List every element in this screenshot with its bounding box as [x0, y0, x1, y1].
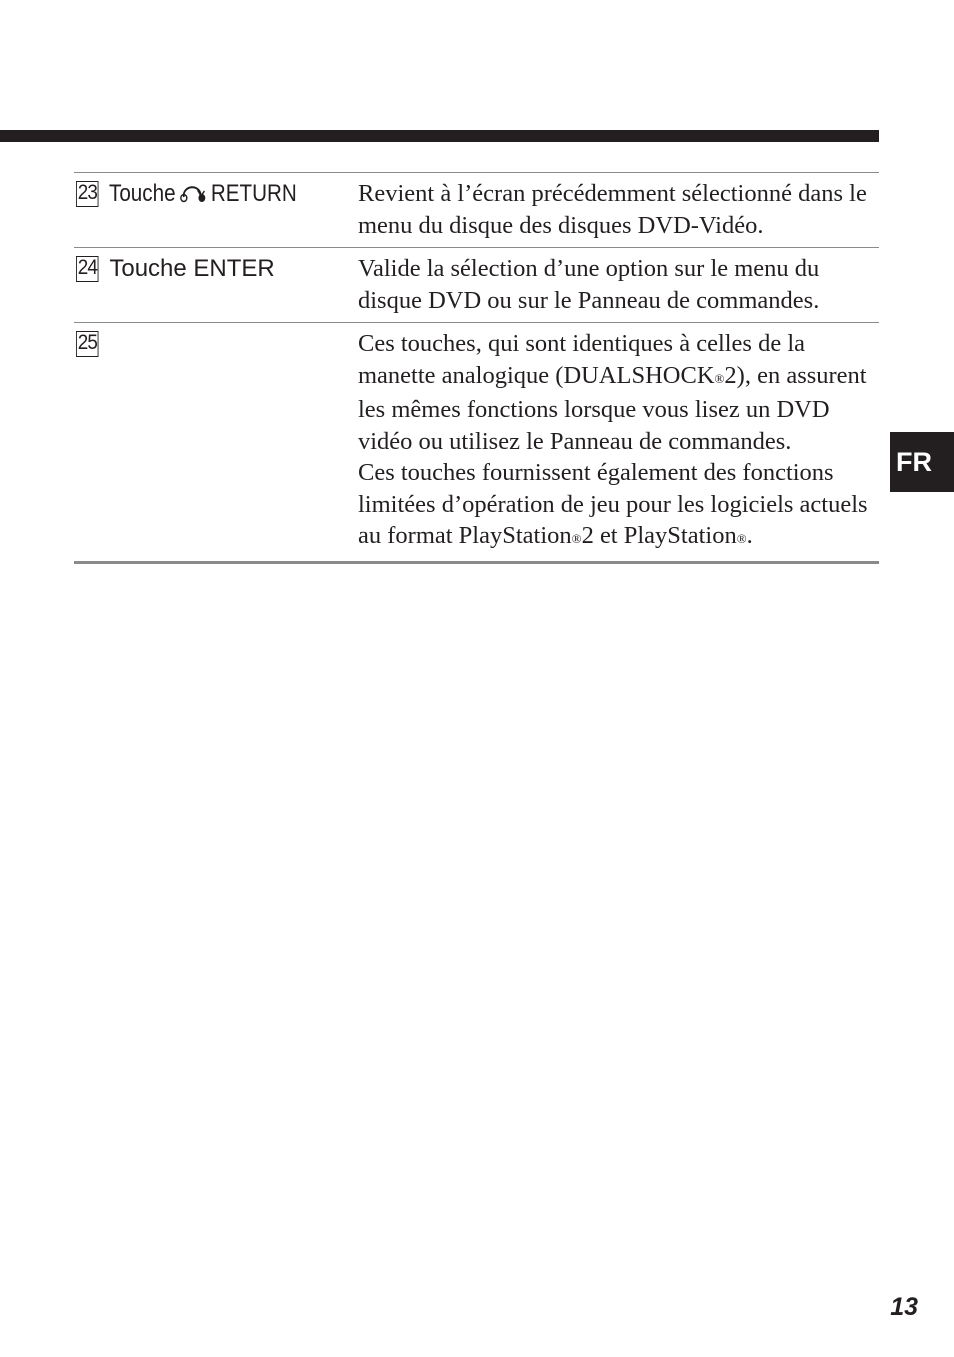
- label-text: [109, 178, 297, 211]
- text-segment: .: [746, 522, 753, 549]
- text-segment: 2), en assurent les mêmes fonctions lorsque vous lisez un DVD vidéo ou utilisez le Panneau de commandes.: [358, 361, 867, 455]
- row-description: [358, 328, 879, 555]
- description-text: Revient à l’écran précédemment sélectionné dans le menu du disque des disques DVD-Vidéo.: [358, 180, 867, 239]
- label-prefix: Touche: [109, 180, 176, 207]
- row-label: [74, 328, 358, 555]
- table-row: [74, 173, 879, 248]
- row-label: [74, 253, 358, 316]
- label-suffix: RETURN: [211, 180, 298, 207]
- table-row: [74, 248, 879, 323]
- table-row: [74, 323, 879, 564]
- registered-mark: ®: [714, 370, 725, 386]
- language-tab: FR: [890, 432, 954, 492]
- item-number: 25: [76, 331, 99, 357]
- registered-mark: ®: [571, 531, 582, 546]
- top-rule: [0, 130, 879, 142]
- page-number: 13: [890, 1293, 918, 1321]
- button-reference-table: [74, 172, 879, 564]
- row-description: [358, 253, 879, 316]
- registered-mark: ®: [736, 531, 747, 546]
- item-number: 24: [76, 256, 99, 282]
- text-segment: 2 et PlayStation: [581, 522, 737, 549]
- item-number: 23: [76, 181, 99, 207]
- return-arrow-icon: [179, 180, 208, 211]
- row-label: [74, 178, 358, 241]
- description-paragraph-1: [358, 328, 879, 457]
- text-segment: Ces touches, qui sont identiques à celles de la manette analogique (DUALSHOCK: [358, 330, 806, 389]
- description-text: Valide la sélection d’une option sur le menu du disque DVD ou sur le Panneau de commandes.: [358, 255, 820, 314]
- row-description: [358, 178, 879, 241]
- description-paragraph-2: [358, 457, 879, 555]
- label-text: Touche ENTER: [109, 255, 275, 282]
- text-segment: Ces touches fournissent également des fonctions limitées d’opération de jeu pour les logiciels actuels au format PlayStation: [358, 459, 868, 549]
